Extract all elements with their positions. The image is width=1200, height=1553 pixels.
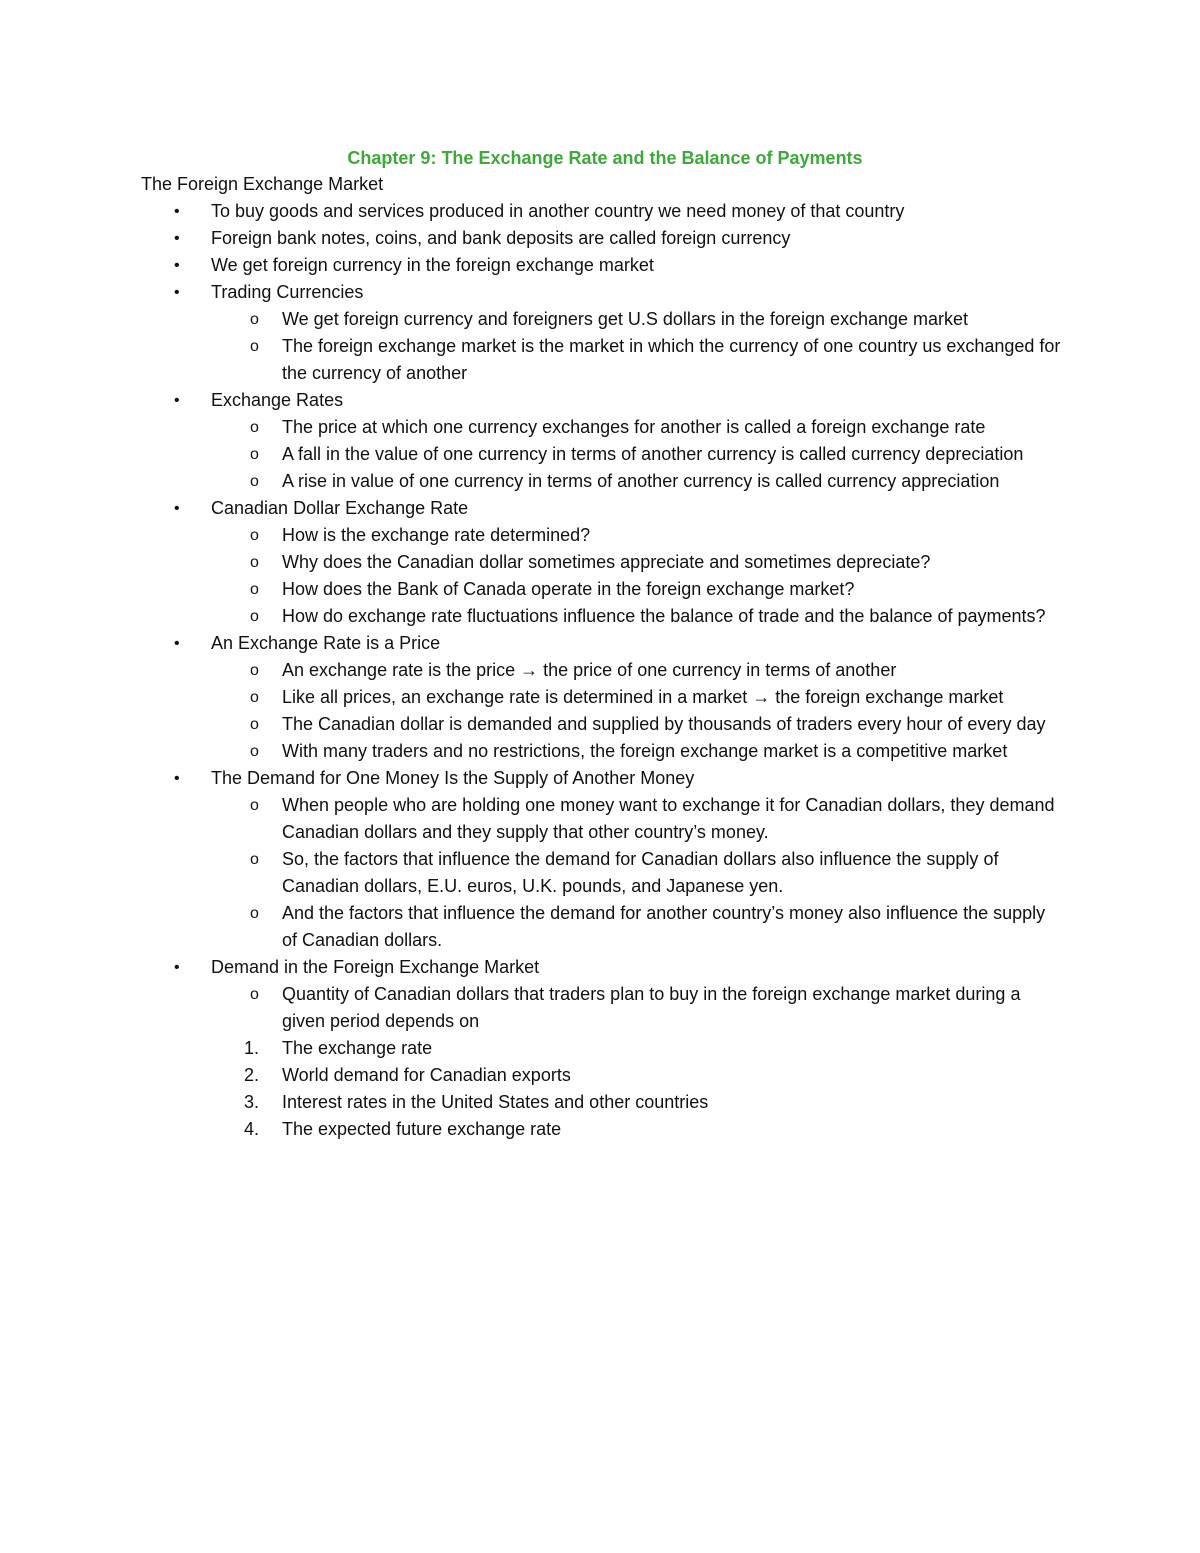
sub-bullet-item (141, 846, 1061, 900)
sub-bullet-marker: o (250, 554, 259, 571)
sub-bullet-item (141, 522, 1061, 549)
item-text: So, the factors that influence the demand for Canadian dollars also influence the supply of Canadian dollars, E.U. euros, U.K. pounds, and Japanese yen. (282, 849, 999, 896)
bullet-item (141, 387, 1061, 414)
sub-bullet-marker: o (250, 716, 259, 733)
item-text: We get foreign currency and foreigners get U.S dollars in the foreign exchange market (282, 309, 969, 329)
sub-bullet-marker: o (250, 662, 259, 679)
item-text: Exchange Rates (211, 390, 344, 410)
item-text: How do exchange rate fluctuations influence the balance of trade and the balance of payments? (282, 606, 1046, 626)
item-text: How is the exchange rate determined? (282, 525, 591, 545)
section-heading: The Foreign Exchange Market (141, 174, 384, 194)
sub-bullet-item (141, 603, 1061, 630)
item-text: Demand in the Foreign Exchange Market (211, 957, 540, 977)
sub-bullet-marker: o (250, 527, 259, 544)
sub-bullet-item (141, 414, 1061, 441)
item-text: The expected future exchange rate (282, 1119, 562, 1139)
sub-bullet-item (141, 981, 1061, 1035)
item-text: Trading Currencies (211, 282, 364, 302)
sub-bullet-item (141, 900, 1061, 954)
bullet-item (141, 279, 1061, 306)
item-text: The Demand for One Money Is the Supply of Another Money (211, 768, 695, 788)
item-text: The price at which one currency exchanges for another is called a foreign exchange rate (282, 417, 986, 437)
bullet-marker: • (174, 635, 180, 652)
bullet-marker: • (174, 203, 180, 220)
item-text: The Canadian dollar is demanded and supplied by thousands of traders every hour of every day (282, 714, 1046, 734)
bullet-item (141, 765, 1061, 792)
sub-bullet-marker: o (250, 689, 259, 706)
sub-bullet-marker: o (250, 419, 259, 436)
numbered-item (141, 1062, 1061, 1089)
bullet-marker: • (174, 230, 180, 247)
bullet-marker: • (174, 392, 180, 409)
item-text: Like all prices, an exchange rate is determined in a market → the foreign exchange market (282, 687, 1004, 707)
item-text: Canadian Dollar Exchange Rate (211, 498, 469, 518)
sub-bullet-item (141, 333, 1061, 387)
numbered-item (141, 1035, 1061, 1062)
sub-bullet-item (141, 738, 1061, 765)
bullet-item (141, 225, 1061, 252)
list-number: 1. (244, 1038, 260, 1058)
bullet-marker: • (174, 500, 180, 517)
bullet-marker: • (174, 959, 180, 976)
bullet-item (141, 495, 1061, 522)
item-text: World demand for Canadian exports (282, 1065, 571, 1085)
item-text: An exchange rate is the price → the price of one currency in terms of another (282, 660, 897, 680)
item-text: Why does the Canadian dollar sometimes appreciate and sometimes depreciate? (282, 552, 931, 572)
sub-bullet-marker: o (250, 905, 259, 922)
numbered-item (141, 1089, 1061, 1116)
item-text: How does the Bank of Canada operate in the foreign exchange market? (282, 579, 855, 599)
item-text: When people who are holding one money want to exchange it for Canadian dollars, they demand Canadian dollars and they supply that other country’s money. (282, 795, 1055, 842)
outline-list (141, 198, 1061, 1143)
item-text: With many traders and no restrictions, the foreign exchange market is a competitive market (282, 741, 1008, 761)
bullet-item (141, 252, 1061, 279)
bullet-item (141, 630, 1061, 657)
item-text: Interest rates in the United States and other countries (282, 1092, 709, 1112)
sub-bullet-item (141, 549, 1061, 576)
sub-bullet-item (141, 468, 1061, 495)
sub-bullet-marker: o (250, 338, 259, 355)
sub-bullet-marker: o (250, 581, 259, 598)
item-text: We get foreign currency in the foreign exchange market (211, 255, 654, 275)
item-text: Foreign bank notes, coins, and bank deposits are called foreign currency (211, 228, 791, 248)
bullet-item (141, 198, 1061, 225)
bullet-item (141, 954, 1061, 981)
chapter-title: Chapter 9: The Exchange Rate and the Balance of Payments (347, 148, 863, 168)
list-number: 3. (244, 1092, 260, 1112)
list-number: 4. (244, 1119, 260, 1139)
sub-bullet-item (141, 792, 1061, 846)
sub-bullet-marker: o (250, 851, 259, 868)
bullet-marker: • (174, 770, 180, 787)
sub-bullet-item (141, 441, 1061, 468)
item-text: A rise in value of one currency in terms of another currency is called currency appreciation (282, 471, 1000, 491)
document-content (141, 145, 1061, 1143)
numbered-item (141, 1116, 1061, 1143)
item-text: The foreign exchange market is the market in which the currency of one country us exchanged for the currency of another (282, 336, 1061, 383)
item-text: Quantity of Canadian dollars that traders plan to buy in the foreign exchange market during a given period depends on (282, 984, 1021, 1031)
sub-bullet-marker: o (250, 446, 259, 463)
item-text: And the factors that influence the demand for another country’s money also influence the supply of Canadian dollars. (282, 903, 1046, 950)
sub-bullet-marker: o (250, 743, 259, 760)
sub-bullet-item (141, 576, 1061, 603)
sub-bullet-item (141, 306, 1061, 333)
sub-bullet-marker: o (250, 311, 259, 328)
sub-bullet-marker: o (250, 797, 259, 814)
bullet-marker: • (174, 284, 180, 301)
sub-bullet-item (141, 684, 1061, 711)
sub-bullet-marker: o (250, 608, 259, 625)
item-text: The exchange rate (282, 1038, 433, 1058)
sub-bullet-item (141, 657, 1061, 684)
item-text: An Exchange Rate is a Price (211, 633, 441, 653)
sub-bullet-marker: o (250, 473, 259, 490)
item-text: To buy goods and services produced in another country we need money of that country (211, 201, 905, 221)
sub-bullet-item (141, 711, 1061, 738)
item-text: A fall in the value of one currency in terms of another currency is called currency depreciation (282, 444, 1024, 464)
list-number: 2. (244, 1065, 260, 1085)
sub-bullet-marker: o (250, 986, 259, 1003)
bullet-marker: • (174, 257, 180, 274)
